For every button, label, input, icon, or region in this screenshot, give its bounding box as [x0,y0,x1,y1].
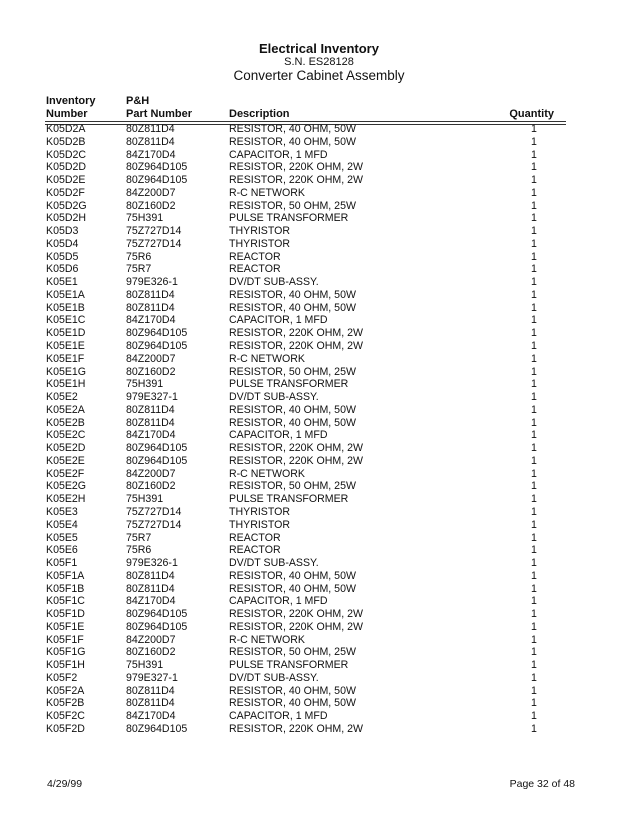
quantity-cell: 1 [531,378,537,391]
inventory-number-cell: K05F1A [46,569,85,582]
table-row [0,634,638,647]
table-row [0,455,638,468]
column-header-part-number: Part Number [126,108,193,120]
description-cell: THYRISTOR [229,505,291,518]
description-cell: RESISTOR, 40 OHM, 50W [229,301,356,314]
quantity-cell: 1 [531,429,537,442]
table-row [0,263,638,276]
table-row [0,302,638,315]
column-header-quantity: Quantity [509,108,554,120]
inventory-number-cell: K05F1F [46,633,84,646]
quantity-cell: 1 [531,646,537,659]
inventory-number-cell: K05E2C [46,429,86,442]
quantity-cell: 1 [531,454,537,467]
quantity-cell: 1 [531,263,537,276]
quantity-cell: 1 [531,518,537,531]
part-number-cell: 80Z160D2 [126,646,176,659]
table-row [0,621,638,634]
part-number-cell: 80Z160D2 [126,480,176,493]
description-cell: CAPACITOR, 1 MFD [229,595,328,608]
quantity-cell: 1 [531,480,537,493]
inventory-number-cell: K05F2 [46,671,78,684]
table-row [0,519,638,532]
part-number-cell: 80Z811D4 [126,416,175,429]
quantity-cell: 1 [531,722,537,735]
part-number-cell: 84Z170D4 [126,314,176,327]
part-number-cell: 80Z160D2 [126,199,176,212]
table-row [0,225,638,238]
description-cell: RESISTOR, 220K OHM, 2W [229,442,364,455]
description-cell: REACTOR [229,544,281,557]
inventory-number-cell: K05D5 [46,250,79,263]
table-row [0,174,638,187]
table-row [0,136,638,149]
description-cell: RESISTOR, 40 OHM, 50W [229,582,356,595]
inventory-number-cell: K05D6 [46,263,79,276]
table-row [0,429,638,442]
quantity-cell: 1 [531,340,537,353]
description-cell: DV/DT SUB-ASSY. [229,557,319,570]
description-cell: RESISTOR, 40 OHM, 50W [229,288,356,301]
description-cell: RESISTOR, 220K OHM, 2W [229,608,364,621]
inventory-number-cell: K05D2H [46,212,87,225]
serial-number: S.N. ES28128 [284,56,354,68]
quantity-cell: 1 [531,174,537,187]
column-header-ph: P&H [126,95,150,107]
quantity-cell: 1 [531,544,537,557]
inventory-number-cell: K05F1D [46,608,85,621]
description-cell: RESISTOR, 220K OHM, 2W [229,340,364,353]
description-cell: RESISTOR, 220K OHM, 2W [229,620,364,633]
quantity-cell: 1 [531,365,537,378]
quantity-cell: 1 [531,135,537,148]
inventory-number-cell: K05E4 [46,518,78,531]
table-row [0,480,638,493]
table-row [0,583,638,596]
description-cell: RESISTOR, 220K OHM, 2W [229,722,364,735]
part-number-cell: 84Z170D4 [126,710,176,723]
part-number-cell: 84Z200D7 [126,186,176,199]
table-row [0,366,638,379]
inventory-number-cell: K05E2A [46,403,85,416]
part-number-cell: 75Z727D14 [126,225,182,238]
quantity-cell: 1 [531,582,537,595]
table-row [0,404,638,417]
description-cell: REACTOR [229,531,281,544]
part-number-cell: 75H391 [126,212,164,225]
inventory-number-cell: K05D2E [46,174,86,187]
quantity-cell: 1 [531,608,537,621]
quantity-cell: 1 [531,352,537,365]
quantity-cell: 1 [531,620,537,633]
description-cell: RESISTOR, 220K OHM, 2W [229,161,364,174]
inventory-number-cell: K05F1B [46,582,85,595]
inventory-number-cell: K05E2D [46,442,86,455]
description-cell: THYRISTOR [229,237,291,250]
quantity-cell: 1 [531,531,537,544]
quantity-cell: 1 [531,557,537,570]
description-cell: RESISTOR, 40 OHM, 50W [229,135,356,148]
description-cell: CAPACITOR, 1 MFD [229,429,328,442]
part-number-cell: 80Z964D105 [126,174,188,187]
quantity-cell: 1 [531,301,537,314]
description-cell: RESISTOR, 50 OHM, 25W [229,199,356,212]
quantity-cell: 1 [531,403,537,416]
table-row [0,672,638,685]
quantity-cell: 1 [531,327,537,340]
part-number-cell: 80Z964D105 [126,620,188,633]
inventory-number-cell: K05D2A [46,123,86,135]
description-cell: RESISTOR, 40 OHM, 50W [229,123,356,135]
description-cell: R-C NETWORK [229,633,305,646]
inventory-number-cell: K05D2B [46,135,86,148]
description-cell: RESISTOR, 40 OHM, 50W [229,684,356,697]
description-cell: R-C NETWORK [229,352,305,365]
quantity-cell: 1 [531,161,537,174]
quantity-cell: 1 [531,467,537,480]
part-number-cell: 84Z170D4 [126,429,176,442]
quantity-cell: 1 [531,697,537,710]
inventory-number-cell: K05E6 [46,544,78,557]
table-row [0,570,638,583]
quantity-cell: 1 [531,684,537,697]
quantity-cell: 1 [531,148,537,161]
description-cell: CAPACITOR, 1 MFD [229,710,328,723]
quantity-cell: 1 [531,186,537,199]
description-cell: RESISTOR, 50 OHM, 25W [229,646,356,659]
table-row [0,659,638,672]
table-row [0,442,638,455]
table-row [0,149,638,162]
table-row [0,544,638,557]
inventory-number-cell: K05E1E [46,340,85,353]
quantity-cell: 1 [531,416,537,429]
part-number-cell: 979E327-1 [126,671,178,684]
quantity-cell: 1 [531,671,537,684]
table-row [0,417,638,430]
description-cell: CAPACITOR, 1 MFD [229,314,328,327]
inventory-number-cell: K05D3 [46,225,79,238]
part-number-cell: 84Z200D7 [126,633,176,646]
description-cell: R-C NETWORK [229,186,305,199]
table-row [0,391,638,404]
table-row [0,327,638,340]
part-number-cell: 80Z964D105 [126,722,188,735]
quantity-cell: 1 [531,710,537,723]
description-cell: THYRISTOR [229,518,291,531]
table-row [0,238,638,251]
table-row [0,289,638,302]
inventory-number-cell: K05F2B [46,697,85,710]
table-row [0,697,638,710]
table-row [0,468,638,481]
inventory-number-cell: K05E1 [46,276,78,289]
part-number-cell: 979E326-1 [126,557,178,570]
part-number-cell: 75Z727D14 [126,237,182,250]
part-number-cell: 84Z200D7 [126,467,176,480]
description-cell: REACTOR [229,250,281,263]
inventory-number-cell: K05E1D [46,327,86,340]
inventory-number-cell: K05F2A [46,684,85,697]
column-header-description: Description [229,108,290,120]
part-number-cell: 979E326-1 [126,276,178,289]
description-cell: DV/DT SUB-ASSY. [229,671,319,684]
inventory-number-cell: K05E2 [46,391,78,404]
inventory-number-cell: K05F1C [46,595,85,608]
quantity-cell: 1 [531,442,537,455]
table-row [0,506,638,519]
description-cell: RESISTOR, 40 OHM, 50W [229,697,356,710]
part-number-cell: 80Z811D4 [126,582,175,595]
part-number-cell: 80Z964D105 [126,161,188,174]
table-row [0,314,638,327]
quantity-cell: 1 [531,199,537,212]
description-cell: CAPACITOR, 1 MFD [229,148,328,161]
part-number-cell: 75R6 [126,250,152,263]
footer-date: 4/29/99 [47,778,83,790]
table-row [0,595,638,608]
part-number-cell: 80Z811D4 [126,697,175,710]
inventory-number-cell: K05D4 [46,237,79,250]
inventory-number-cell: K05F1 [46,557,78,570]
inventory-number-cell: K05F1G [46,646,86,659]
inventory-number-cell: K05E1G [46,365,87,378]
part-number-cell: 75H391 [126,493,164,506]
quantity-cell: 1 [531,569,537,582]
inventory-number-cell: K05E1F [46,352,85,365]
table-row [0,378,638,391]
table-row [0,161,638,174]
quantity-cell: 1 [531,288,537,301]
description-cell: RESISTOR, 40 OHM, 50W [229,569,356,582]
inventory-number-cell: K05E3 [46,505,78,518]
description-cell: PULSE TRANSFORMER [229,378,349,391]
header-rule-top [45,121,566,122]
inventory-number-cell: K05E2B [46,416,85,429]
column-header-inventory: Inventory [46,95,96,107]
part-number-cell: 84Z170D4 [126,595,176,608]
quantity-cell: 1 [531,391,537,404]
table-row [0,608,638,621]
quantity-cell: 1 [531,314,537,327]
quantity-cell: 1 [531,250,537,263]
table-row [0,493,638,506]
description-cell: DV/DT SUB-ASSY. [229,276,319,289]
quantity-cell: 1 [531,212,537,225]
quantity-cell: 1 [531,237,537,250]
inventory-number-cell: K05E5 [46,531,78,544]
part-number-cell: 75H391 [126,378,164,391]
quantity-cell: 1 [531,276,537,289]
part-number-cell: 84Z170D4 [126,148,176,161]
part-number-cell: 75R7 [126,531,152,544]
table-row [0,723,638,736]
table-row [0,557,638,570]
inventory-number-cell: K05D2C [46,148,87,161]
inventory-number-cell: K05E1B [46,301,85,314]
inventory-number-cell: K05F2C [46,710,85,723]
table-row [0,123,638,136]
table-row [0,187,638,200]
table-row [0,532,638,545]
inventory-number-cell: K05D2G [46,199,87,212]
part-number-cell: 75R7 [126,263,152,276]
inventory-number-cell: K05D2D [46,161,87,174]
description-cell: PULSE TRANSFORMER [229,493,349,506]
table-row [0,212,638,225]
part-number-cell: 75H391 [126,659,164,672]
inventory-number-cell: K05E2G [46,480,87,493]
description-cell: RESISTOR, 220K OHM, 2W [229,454,364,467]
part-number-cell: 80Z811D4 [126,684,175,697]
part-number-cell: 80Z811D4 [126,301,175,314]
description-cell: RESISTOR, 50 OHM, 25W [229,365,356,378]
description-cell: REACTOR [229,263,281,276]
description-cell: RESISTOR, 220K OHM, 2W [229,327,364,340]
quantity-cell: 1 [531,493,537,506]
part-number-cell: 80Z964D105 [126,608,188,621]
description-cell: RESISTOR, 220K OHM, 2W [229,174,364,187]
inventory-number-cell: K05E2F [46,467,85,480]
table-row [0,646,638,659]
inventory-number-cell: K05E2E [46,454,85,467]
table-row [0,251,638,264]
description-cell: RESISTOR, 50 OHM, 25W [229,480,356,493]
description-cell: RESISTOR, 40 OHM, 50W [229,416,356,429]
footer-page-number: Page 32 of 48 [509,778,575,790]
part-number-cell: 80Z964D105 [126,327,188,340]
part-number-cell: 979E327-1 [126,391,178,404]
inventory-number-cell: K05F2D [46,722,85,735]
document-title: Electrical Inventory [259,41,379,56]
quantity-cell: 1 [531,595,537,608]
description-cell: RESISTOR, 40 OHM, 50W [229,403,356,416]
quantity-cell: 1 [531,659,537,672]
part-number-cell: 80Z964D105 [126,340,188,353]
document-subtitle: Converter Cabinet Assembly [233,68,405,83]
description-cell: PULSE TRANSFORMER [229,659,349,672]
table-row [0,340,638,353]
part-number-cell: 80Z964D105 [126,454,188,467]
quantity-cell: 1 [531,225,537,238]
quantity-cell: 1 [531,633,537,646]
table-row [0,685,638,698]
part-number-cell: 80Z811D4 [126,135,175,148]
table-row [0,353,638,366]
part-number-cell: 84Z200D7 [126,352,176,365]
part-number-cell: 80Z811D4 [126,123,175,135]
part-number-cell: 80Z811D4 [126,288,175,301]
part-number-cell: 80Z964D105 [126,442,188,455]
inventory-number-cell: K05E2H [46,493,86,506]
quantity-cell: 1 [531,505,537,518]
quantity-cell: 1 [531,123,537,135]
inventory-number-cell: K05E1H [46,378,86,391]
table-row [0,276,638,289]
inventory-number-cell: K05F1E [46,620,85,633]
description-cell: THYRISTOR [229,225,291,238]
table-row [0,710,638,723]
part-number-cell: 80Z160D2 [126,365,176,378]
inventory-number-cell: K05E1A [46,288,85,301]
inventory-number-cell: K05D2F [46,186,85,199]
table-row [0,200,638,213]
part-number-cell: 80Z811D4 [126,403,175,416]
description-cell: PULSE TRANSFORMER [229,212,349,225]
column-header-number: Number [46,108,88,120]
part-number-cell: 75R6 [126,544,152,557]
part-number-cell: 75Z727D14 [126,518,182,531]
part-number-cell: 75Z727D14 [126,505,182,518]
inventory-table [0,123,638,736]
description-cell: R-C NETWORK [229,467,305,480]
description-cell: DV/DT SUB-ASSY. [229,391,319,404]
inventory-number-cell: K05F1H [46,659,85,672]
inventory-number-cell: K05E1C [46,314,86,327]
part-number-cell: 80Z811D4 [126,569,175,582]
